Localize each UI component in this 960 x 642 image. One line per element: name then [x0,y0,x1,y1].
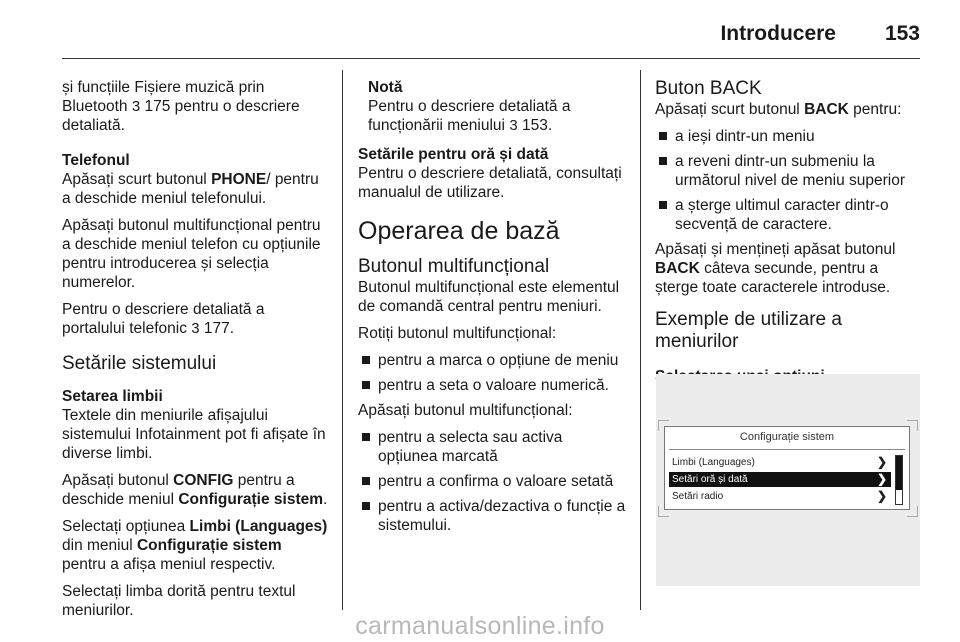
chevron-right-icon: ❯ [876,472,887,486]
list-item: a șterge ultimul caracter dintr-o secvență de caractere. [655,196,921,234]
paragraph: Butonul multifuncțional este elementul de comandă central pentru meniuri. [358,279,620,315]
list-item: a ieși dintr-un meniu [655,127,921,146]
column-2 [358,78,626,541]
ref-arrow-icon: 3 [131,98,141,115]
column-3 [655,78,921,386]
page-number: 153 [884,22,920,45]
note-box [358,78,626,135]
paragraph: Apăsați scurt butonul PHONE/ pentru a deschide meniul telefonului. [62,171,319,207]
paragraph: Selectați opțiunea Limbi (Languages) din meniul Configurație sistem pentru a afișa meniul respectiv. [62,518,328,573]
bullet-square-icon [362,433,370,441]
paragraph: Apăsați butonul CONFIG pentru a deschide meniul Configurație sistem. [62,472,328,508]
menu-divider [669,449,905,450]
paragraph: Apăsați scurt butonul BACK pentru: [655,101,902,118]
paragraph: Pentru o descriere detaliată, consultați manualul de utilizare. [358,165,622,201]
paragraph: Apăsați butonul multifuncțional pentru a deschide meniul telefon cu opțiunile pentru introducerea și selecția numerelor. [62,217,321,291]
watermark: carmanualsonline.info [355,612,605,640]
bullet-list [358,351,626,395]
page-reference: 175 [144,98,171,115]
display-illustration [656,374,920,586]
menu-item-time-date[interactable]: Setări oră și dată ❯ [669,472,891,487]
section-heading: Setările sistemului [62,353,217,374]
column-divider [640,70,641,610]
menu-name: Configurație sistem [136,537,282,554]
paragraph: Textele din meniurile afișajului sistemului Infotainment pot fi afișate în diverse limbi. [62,407,326,462]
button-name: CONFIG [173,472,234,489]
bullet-square-icon [362,477,370,485]
bullet-square-icon [362,356,370,364]
menu-panel [664,426,910,510]
list-item: pentru a seta o valoare numerică. [358,376,626,395]
scrollbar-thumb[interactable] [896,456,902,490]
menu-item-languages[interactable]: Limbi (Languages) ❯ [672,455,887,469]
bullet-square-icon [362,381,370,389]
column-1 [62,78,328,628]
chevron-right-icon: ❯ [876,455,887,469]
main-heading: Operarea de bază [358,217,560,245]
menu-item-radio[interactable]: Setări radio ❯ [672,489,887,503]
button-name: BACK [804,101,849,118]
column-divider [342,70,343,610]
page-reference: 177. [203,320,235,337]
bullet-square-icon [362,502,370,510]
chevron-right-icon: ❯ [876,489,887,503]
subheading-limbii: Setarea limbii [62,388,163,405]
page-reference: 153. [521,117,553,134]
paragraph: Pentru o descriere detaliată a portalului telefonic 3 177. [62,301,265,337]
page-title: Introducere [720,22,836,45]
note-text: Pentru o descriere detaliată a funcționării meniului 3 153. [368,98,571,134]
scrollbar[interactable] [895,455,903,505]
menu-name: Configurație sistem [178,491,324,508]
button-name: PHONE [211,171,267,188]
menu-title: Configurație sistem [739,431,835,443]
bullet-list [358,428,626,535]
list-item: pentru a marca o opțiune de meniu [358,351,626,370]
paragraph: Selectați limba dorită pentru textul meniurilor. [62,583,296,619]
paragraph: Rotiți butonul multifuncțional: [358,325,557,342]
ref-arrow-icon: 3 [191,320,200,337]
list-item: a reveni dintr-un submeniu la următorul nivel de meniu superior [655,152,921,190]
bullet-square-icon [659,201,667,209]
note-title: Notă [368,79,403,96]
option-name: Limbi (Languages) [189,518,328,535]
bullet-square-icon [659,132,667,140]
list-item: pentru a confirma o valoare setată [358,472,626,491]
list-item: pentru a activa/dezactiva o funcție a sistemului. [358,497,626,535]
paragraph: și funcțiile Fișiere muzică prin Bluetooth 3 175 pentru o descriere detaliată. [62,79,300,134]
subheading-examples: Exemple de utilizare a meniurilor [655,309,842,352]
subheading-telefonul: Telefonul [62,152,130,169]
button-name: BACK [655,260,700,277]
bullet-square-icon [659,157,667,165]
ref-arrow-icon: 3 [509,117,518,134]
subheading-back: Buton BACK [655,78,762,99]
bullet-list [655,127,921,234]
page-header [62,14,920,59]
paragraph: Apăsați butonul multifuncțional: [358,402,573,419]
subheading-ora-data: Setările pentru oră și dată [358,146,549,163]
subheading-multifunctional: Butonul multifuncțional [358,256,550,277]
paragraph: Apăsați și mențineți apăsat butonul BACK câteva secunde, pentru a șterge toate caracterele introduse. [655,241,896,296]
list-item: pentru a selecta sau activa opțiunea marcată [358,428,626,466]
